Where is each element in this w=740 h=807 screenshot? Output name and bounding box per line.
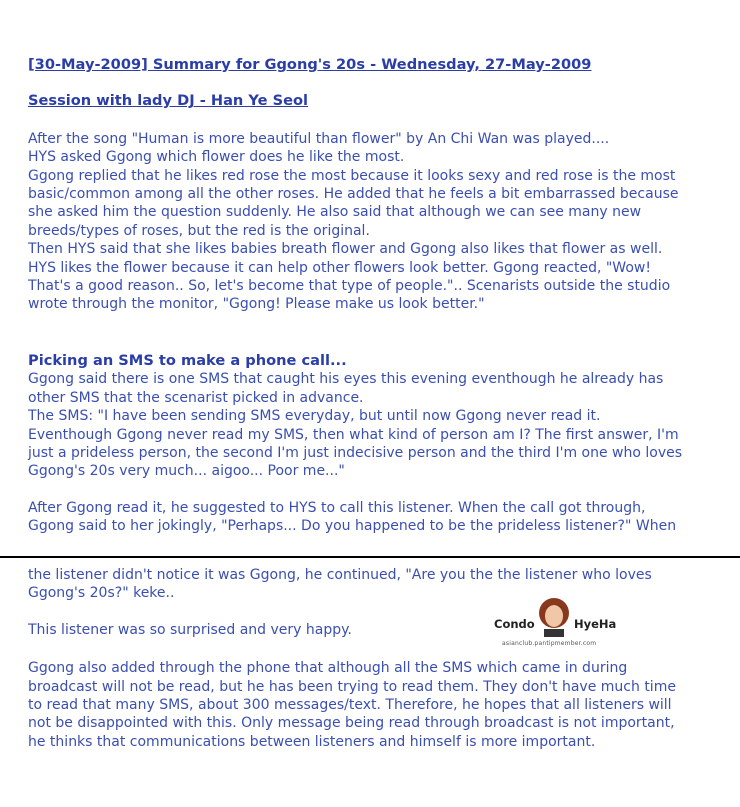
page-title[interactable]: [30-May-2009] Summary for Ggong's 20s - Wednesday, 27-May-2009 (28, 56, 592, 73)
portrait-icon (536, 597, 572, 637)
spacer (28, 481, 718, 499)
paragraph-line: just a prideless person, the second I'm just indecisive person and the third I'm one who loves (28, 444, 683, 461)
paragraph-line: she asked him the question suddenly. He also said that although we can see many new (28, 204, 642, 221)
paragraph-line: After the song "Human is more beautiful than flower" by An Chi Wan was played.... (28, 130, 610, 147)
watermark-right-word: HyeHa (574, 617, 617, 631)
paragraph-line: Ggong said to her jokingly, "Perhaps... Do you happened to be the prideless listener?" When (28, 518, 677, 535)
paragraph-line: he thinks that communications between listeners and himself is more important. (28, 733, 596, 750)
paragraph-line: broadcast will not be read, but he has been trying to read them. They don't have much time (28, 678, 676, 695)
paragraph-line: After Ggong read it, he suggested to HYS to call this listener. When the call got through, (28, 499, 646, 516)
section-flowers (28, 130, 718, 314)
watermark-site: asianclub.pantipmember.com (502, 640, 597, 647)
section-sms (28, 352, 718, 536)
paragraph-line: other SMS that the scenarist picked in advance. (28, 389, 364, 406)
watermark-left-word: Condo (494, 617, 535, 631)
section-heading: Picking an SMS to make a phone call... (28, 351, 347, 369)
paragraph-line: That's a good reason.. So, let's become that type of people.".. Scenarists outside the studio (28, 278, 671, 295)
paragraph-line: Ggong replied that he likes red rose the most because it looks sexy and red rose is the most (28, 167, 676, 184)
spacer (28, 332, 718, 352)
document-body (28, 56, 718, 536)
spacer (28, 639, 718, 659)
paragraph-line: Ggong's 20s?" keke.. (28, 585, 175, 602)
session-subtitle[interactable]: Session with lady DJ - Han Ye Seol (28, 92, 309, 110)
paragraph-line: HYS likes the flower because it can help other flowers look better. Ggong reacted, "Wow! (28, 259, 651, 276)
paragraph-line: basic/common among all the other roses. He added that he feels a bit embarrassed because (28, 186, 679, 203)
paragraph-line: Ggong also added through the phone that although all the SMS which came in during (28, 660, 628, 677)
paragraph-line: breeds/types of roses, but the red is the original. (28, 222, 370, 239)
watermark-logo (494, 597, 617, 647)
paragraph-line: Ggong's 20s very much... aigoo... Poor me..." (28, 463, 345, 480)
paragraph-line: HYS asked Ggong which flower does he like the most. (28, 149, 405, 166)
paragraph-line: This listener was so surprised and very happy. (28, 621, 352, 638)
spacer (28, 314, 718, 332)
paragraph-line: the listener didn't notice it was Ggong, he continued, "Are you the the listener who loves (28, 567, 652, 583)
paragraph-line: The SMS: "I have been sending SMS everyday, but until now Ggong never read it. (28, 408, 601, 425)
paragraph-line: Ggong said there is one SMS that caught his eyes this evening eventhough he already has (28, 371, 664, 388)
page-break-divider (0, 556, 740, 558)
paragraph-line: not be disappointed with this. Only message being read through broadcast is not important, (28, 715, 675, 732)
paragraph-line: to read that many SMS, about 300 messages/text. Therefore, he hopes that all listeners will (28, 697, 672, 714)
document-continued (28, 566, 718, 751)
paragraph-line: wrote through the monitor, "Ggong! Please make us look better." (28, 296, 485, 313)
paragraph-line: Then HYS said that she likes babies breath flower and Ggong also likes that flower as well. (28, 241, 663, 258)
paragraph-line: Eventhough Ggong never read my SMS, then what kind of person am I? The first answer, I'm (28, 426, 679, 443)
